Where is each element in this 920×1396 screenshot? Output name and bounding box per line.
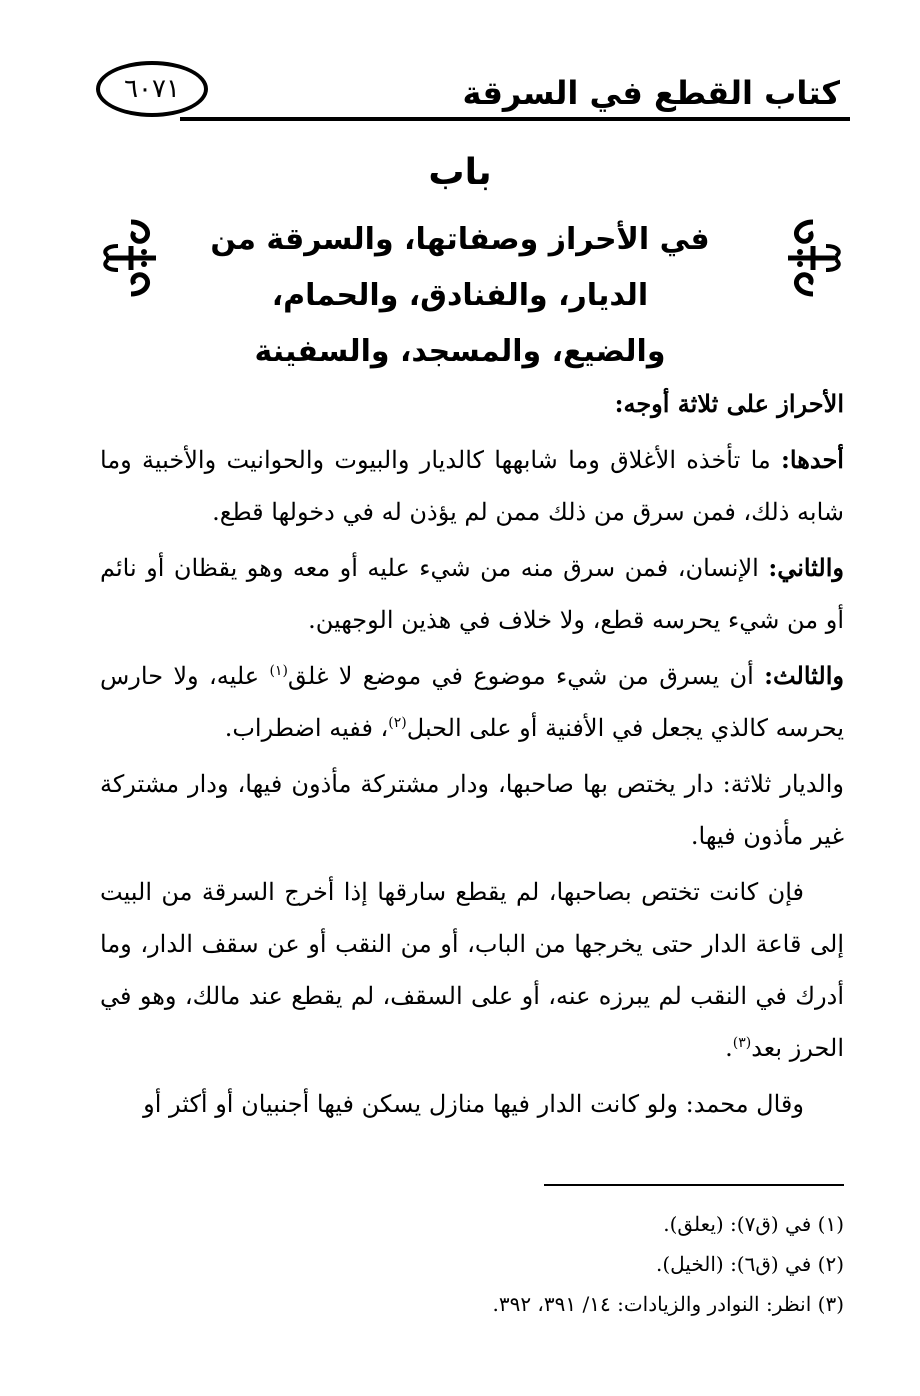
ornament-right-icon [778, 216, 848, 300]
body-text [100, 378, 844, 1134]
footnotes [100, 1204, 844, 1324]
paragraph-lead: أحدها: [781, 445, 844, 474]
paragraph-text: . [725, 1034, 733, 1062]
paragraph-lead: والثاني: [768, 553, 844, 582]
paragraph-text: الإنسان، فمن سرق منه من شيء عليه أو معه وهو يقظان أو نائم أو من شيء يحرسه قطع، ولا خلاف في هذين الوجهين. [100, 554, 844, 634]
paragraph-text: فإن كانت تختص بصاحبها، لم يقطع سارقها إذا أخرج السرقة من البيت إلى قاعة الدار حتى يخرجها من الباب، أو من النقب أو عن سقف الدار، وما أدرك في النقب لم يبرزه عنه، أو على السقف، لم يقطع عند مالك، وهو في الحرز بعد [100, 878, 844, 1062]
ornament-left-icon [96, 216, 166, 300]
paragraph-muhammad: وقال محمد: ولو كانت الدار فيها منازل يسكن فيها أجنبيان أو أكثر أو [143, 1090, 804, 1118]
footnote-ref: (٢) [388, 715, 407, 731]
page-header [60, 55, 850, 125]
paragraph-second [100, 542, 844, 646]
paragraph-third [100, 650, 844, 754]
footnote-item: (٣) انظر: النوادر والزيادات: ١٤/ ٣٩١، ٣٩٢. [492, 1292, 844, 1316]
paragraph-text: أن يسرق من شيء موضوع في موضع لا غلق [287, 662, 754, 690]
footnote-item: (١) في (ق٧): (يعلق). [663, 1212, 844, 1236]
footnote-ref: (٣) [732, 1035, 752, 1051]
paragraph-houses: والديار ثلاثة: دار يختص بها صاحبها، ودار مشتركة مأذون فيها، ودار مشتركة غير مأذون فيها. [100, 770, 844, 850]
footnote-divider [544, 1184, 844, 1186]
paragraph-first [100, 434, 844, 538]
chapter-title-line: في الأحراز وصفاتها، والسرقة من [210, 222, 710, 257]
chapter-title-line: والضيع، والمسجد، والسفينة [254, 334, 666, 369]
paragraph-text: ، ففيه اضطراب. [224, 714, 389, 742]
page-number: ٦٠٧١ [124, 74, 180, 104]
chapter-title-line: الديار، والفنادق، والحمام، [271, 278, 649, 313]
footnote-ref: (١) [269, 663, 288, 679]
paragraph-private-house [100, 866, 844, 1074]
paragraph-text: ما تأخذه الأغلاق وما شابهها كالديار والبيوت والحوانيت والأخبية وما شابه ذلك، فمن سرق من ذلك ممن لم يؤذن له في دخولها قطع. [100, 446, 844, 526]
footnote-item: (٢) في (ق٦): (الخيل). [656, 1252, 844, 1276]
header-rule [180, 117, 850, 121]
paragraph-intro: الأحراز على ثلاثة أوجه: [614, 389, 844, 418]
chapter-word: باب [428, 152, 492, 193]
paragraph-lead: والثالث: [764, 661, 844, 690]
chapter-title [200, 212, 720, 380]
running-title: كتاب القطع في السرقة [462, 74, 840, 112]
paragraph-text: عليه، ولا حارس يحرسه كالذي يجعل في الأفنية أو على الحبل [100, 662, 844, 742]
